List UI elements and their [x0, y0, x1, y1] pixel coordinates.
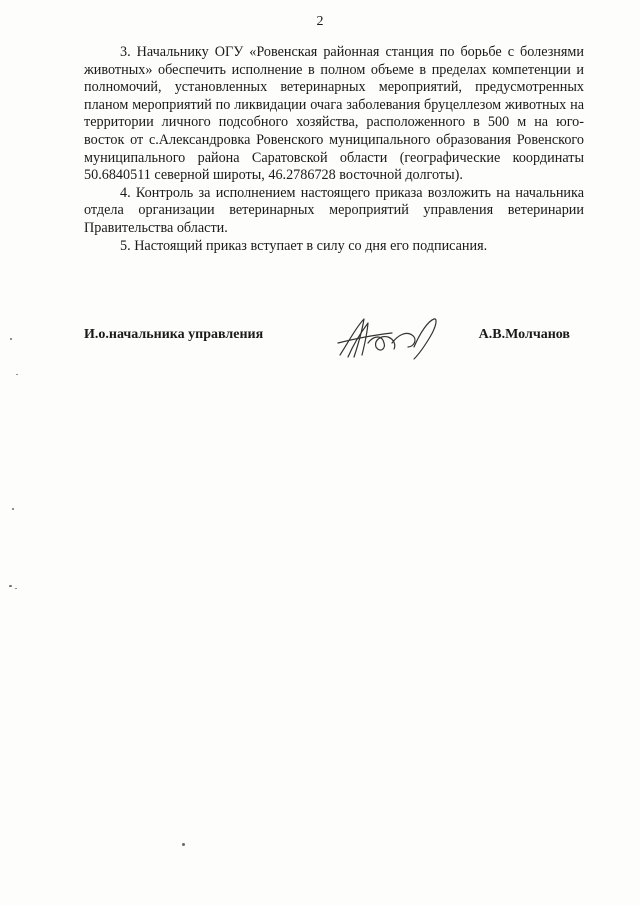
scan-speck: [15, 588, 17, 589]
signature-block: [84, 327, 584, 357]
scan-speck: [16, 374, 18, 375]
scan-speck: [182, 843, 185, 846]
document-body: [84, 44, 584, 255]
paragraph-4: 4. Контроль за исполнением настоящего приказа возложить на начальника отдела организации ветеринарных мероприятий управления ветеринарии Правительства области.: [84, 184, 584, 236]
signatory-name: А.В.Молчанов: [478, 327, 570, 342]
page-number: 2: [316, 14, 324, 29]
handwritten-signature: [334, 313, 444, 363]
paragraph-5: 5. Настоящий приказ вступает в силу со дня его подписания.: [120, 237, 488, 254]
paragraph-3: 3. Начальнику ОГУ «Ровенская районная станция по борьбе с болезнями животных» обеспечить исполнение в полном объеме в пределах компетенции и полномочий, установленных ветеринарных мероприятий, предусмотренных планом мероприятий по ликвидации очага заболевания бруцеллезом животных на территории личного подсобного хозяйства, расположенного в 500 м на юго-восток от с.Александровка Ровенского муниципального образования Ровенского муниципального района Саратовской области (географические координаты 50.6840511 северной широты, 46.2786728 восточной долготы).: [84, 44, 584, 184]
scan-speck: [10, 338, 12, 340]
signatory-title: И.о.начальника управления: [84, 327, 264, 342]
scan-speck: [9, 585, 12, 587]
scan-speck: [12, 508, 14, 510]
